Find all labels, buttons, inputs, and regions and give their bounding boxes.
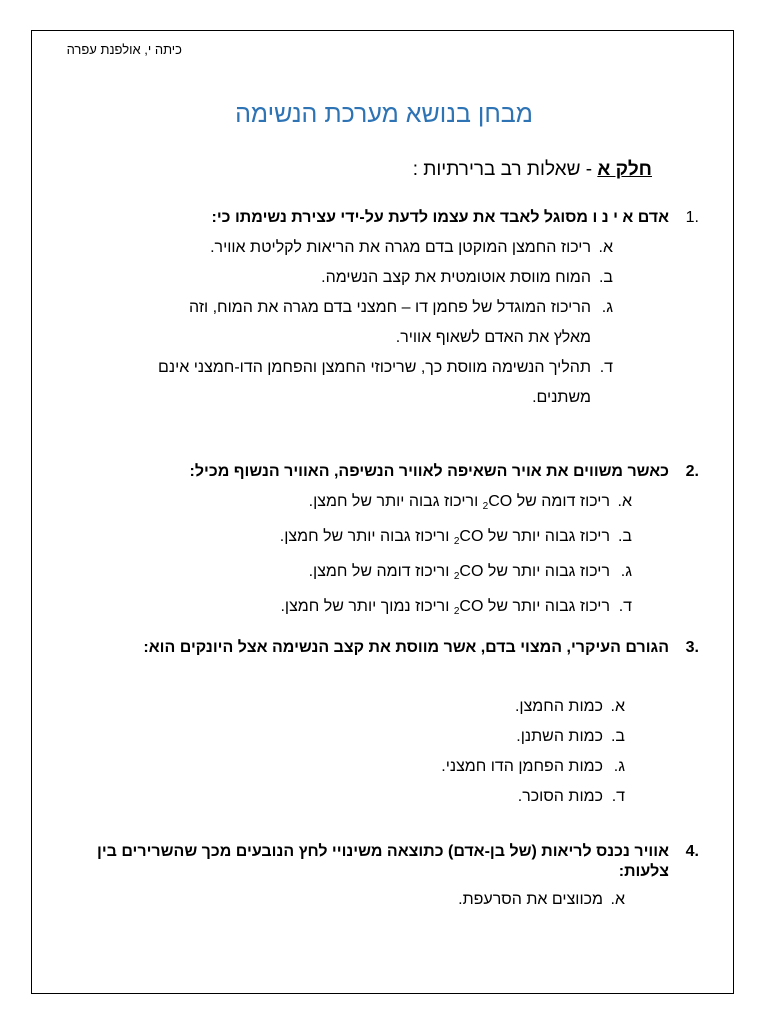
option-letter: א. [598,239,613,256]
co2-subscript: 2 [453,571,460,582]
co2-formula: CO [459,528,484,545]
option-c[interactable] [132,557,632,592]
option-d[interactable] [153,353,613,413]
option-letter: ב. [610,728,625,745]
option-text-post: וריכוז דומה של חמצן. [308,563,450,580]
class-note: כיתה י, אולפנת עפרה [66,42,182,57]
option-b[interactable] [153,263,613,293]
option-letter: ג. [601,299,613,316]
question-text: אוויר נכנס לריאות (של בן-אדם) כתוצאה משינויי לחץ הנובעים מכך שהשרירים בין צלעות: [97,843,669,880]
option-text: תהליך הנשימה מווסת כך, שריכוזי החמצן והפחמן הדו-חמצני אינם משתנים. [157,359,591,406]
question-text: כאשר משווים את אויר השאיפה לאוויר הנשיפה, האוויר הנשוף מכיל: [189,463,669,480]
co2-formula: CO [459,563,484,580]
option-text-pre: ריכוז גבוה יותר של [487,563,610,580]
option-b[interactable] [132,522,632,557]
option-text: הריכוז המוגדל של פחמן דו – חמצני בדם מגרה את המוח, וזה מאלץ את האדם לשאוף אוויר. [189,299,591,346]
option-letter: ג. [613,758,625,775]
option-text-pre: ריכוז גבוה יותר של [487,598,610,615]
page-title: מבחן בנושא מערכת הנשימה [235,100,533,128]
option-letter: ב. [617,528,632,545]
question-number: 2. [685,463,699,480]
option-d[interactable] [132,592,632,627]
option-letter: א. [610,891,625,908]
question-number: 1. [685,209,699,226]
option-c[interactable] [325,752,625,782]
question-text: הגורם העיקרי, המצוי בדם, אשר מווסת את קצב הנשימה אצל היונקים הוא: [143,639,669,656]
option-text-post: וריכוז גבוה יותר של חמצן. [308,493,479,510]
option-letter: א. [617,493,632,510]
question-number: 4. [685,843,699,860]
option-letter: ב. [598,269,613,286]
option-b[interactable] [325,722,625,752]
option-text-post: וריכוז נמוך יותר של חמצן. [280,598,450,615]
co2-formula: CO [488,493,513,510]
section-label: חלק א [597,159,652,180]
section-heading [413,159,652,181]
question-4 [79,842,699,882]
question-text: אדם א י נ ו מסוגל לאבד את עצמו לדעת על-ידי עצירת נשימתו כי: [211,209,669,226]
question-2-options [132,487,632,627]
option-text-post: וריכוז גבוה יותר של חמצן. [279,528,450,545]
co2-subscript: 2 [453,536,460,547]
option-letter: ד. [599,359,613,376]
question-2 [79,457,699,487]
option-a[interactable] [325,692,625,722]
option-letter: ג. [620,563,632,580]
option-a[interactable] [325,885,625,915]
option-a[interactable] [132,487,632,522]
option-text: כמות השתנן. [516,728,603,745]
co2-subscript: 2 [453,606,460,617]
option-letter: ד. [618,598,632,615]
question-number: 3. [685,639,699,656]
option-c[interactable] [153,293,613,353]
option-text: כמות הסוכר. [517,788,603,805]
option-a[interactable] [153,233,613,263]
option-text: כמות הפחמן הדו חמצני. [441,758,603,775]
section-subtitle: - שאלות רב ברירתיות : [412,159,598,180]
option-letter: ד. [611,788,625,805]
option-text-pre: ריכוז דומה של [516,493,610,510]
option-text: מכווצים את הסרעפת. [458,891,603,908]
co2-formula: CO [459,598,484,615]
co2-subscript: 2 [482,501,489,512]
question-1-options [153,233,613,413]
option-text: ריכוז החמצן המוקטן בדם מגרה את הריאות לקליטת אוויר. [210,239,591,256]
question-3 [79,633,699,663]
question-1 [79,203,699,233]
option-letter: א. [610,698,625,715]
question-4-options [325,885,625,915]
option-d[interactable] [325,782,625,812]
option-text-pre: ריכוז גבוה יותר של [487,528,610,545]
option-text: המוח מווסת אוטומטית את קצב הנשימה. [321,269,591,286]
option-text: כמות החמצן. [514,698,603,715]
question-3-options [325,692,625,812]
